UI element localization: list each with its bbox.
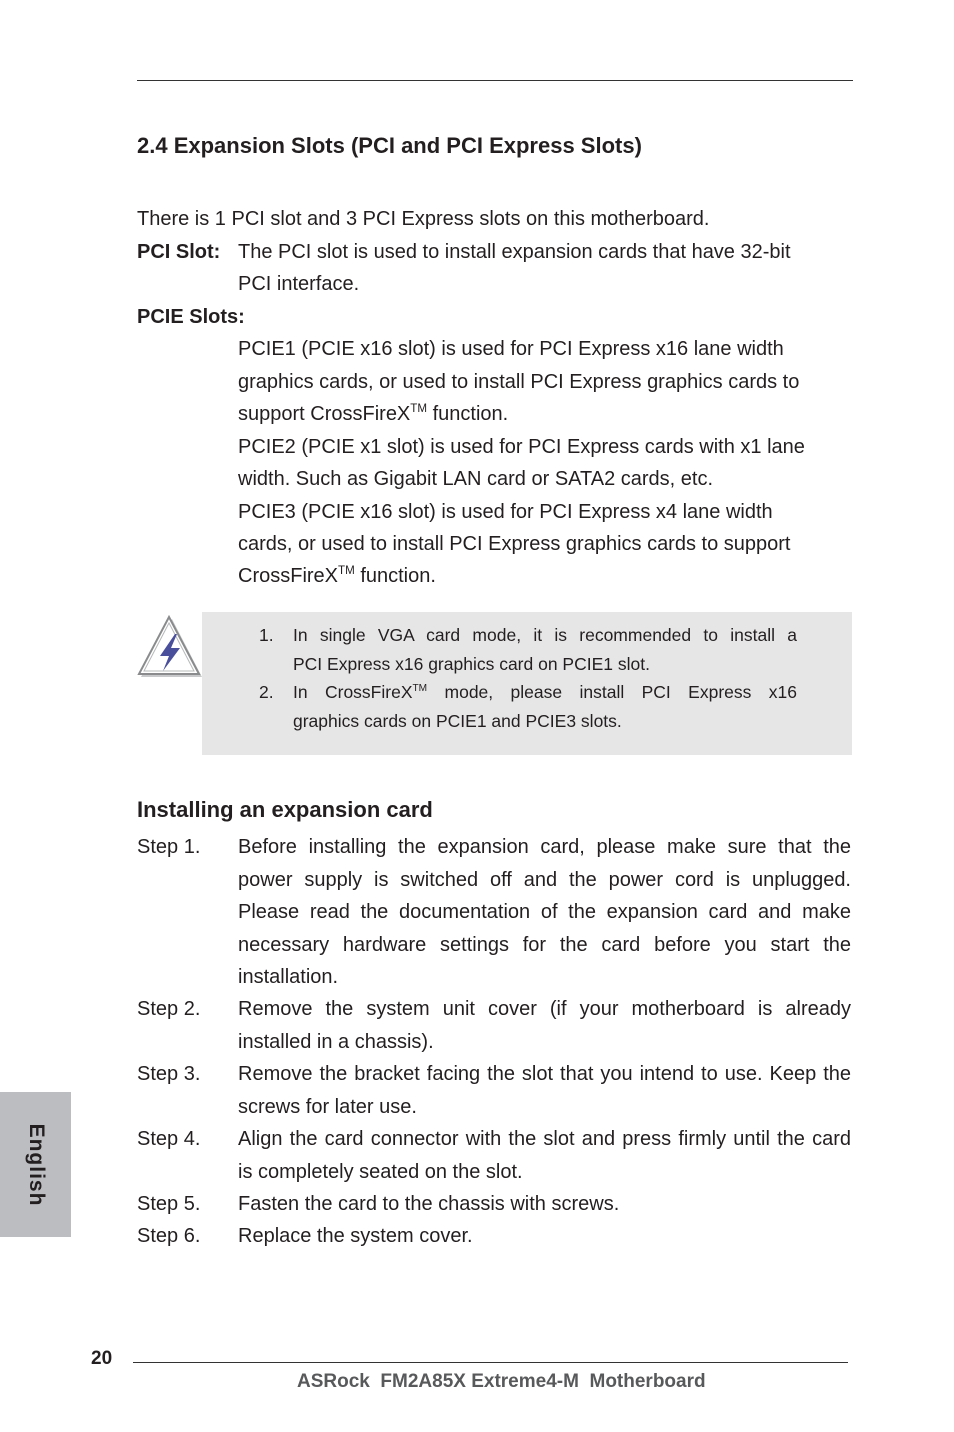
pcie3-line3: CrossFireX™ function. [238,563,436,587]
note-item-number: 1. [259,625,274,645]
footer-title: ASRock FM2A85X Extreme4-M Motherboard [297,1371,706,1392]
pcie-slots-label: PCIE Slots: [137,306,245,328]
step-label: Step 5. [137,1193,201,1215]
note-item-2-line1: In CrossFireX™ mode, please install PCI Express x16 [293,682,797,702]
warning-triangle-icon [136,615,204,681]
note-item-2 [259,678,797,736]
step-label: Step 1. [137,836,201,858]
pcie1-line1: PCIE1 (PCIE x16 slot) is used for PCI Express x16 lane width [238,338,784,360]
header-rule [137,80,853,81]
pcie2-line2: width. Such as Gigabit LAN card or SATA2 cards, etc. [238,468,714,490]
language-side-tab [0,1092,71,1237]
page-number: 20 [91,1348,113,1369]
section-heading: 2.4 Expansion Slots (PCI and PCI Express Slots) [137,133,642,158]
pcie3-line1: PCIE3 (PCIE x16 slot) is used for PCI Express x4 lane width [238,501,773,523]
intro-text: There is 1 PCI slot and 3 PCI Express slots on this motherboard. [137,208,710,230]
note-item-number: 2. [259,682,274,702]
footer-rule [133,1362,848,1363]
step-text: Align the card connector with the slot and press firmly until the card is completely seated on the slot. [238,1128,851,1183]
trademark-mark: TM [412,682,428,694]
step-label: Step 3. [137,1063,201,1085]
pcie3-line2: cards, or used to install PCI Express graphics cards to support [238,533,791,555]
note-item-1-line2: PCI Express x16 graphics card on PCIE1 slot. [293,654,650,674]
trademark-mark: TM [338,563,355,577]
note-item-1 [259,621,797,679]
pci-slot-text-line2: PCI interface. [238,273,360,295]
step-text: Remove the system unit cover (if your motherboard is already installed in a chassis). [238,998,851,1053]
pci-slot-text-line1: The PCI slot is used to install expansion cards that have 32-bit [238,241,791,263]
step-label: Step 2. [137,998,201,1020]
step-text: Before installing the expansion card, please make sure that the power supply is switched off and the power cord is unplugged. Please read the documentation of the expansion card and make necessary hardware settings for the card before you start the installation. [238,836,851,988]
step-text: Replace the system cover. [238,1225,473,1247]
step-text: Fasten the card to the chassis with screws. [238,1193,620,1215]
pcie2-line1: PCIE2 (PCIE x1 slot) is used for PCI Express cards with x1 lane [238,436,805,458]
step-text: Remove the bracket facing the slot that you intend to use. Keep the screws for later use. [238,1063,851,1118]
pci-slot-label: PCI Slot: [137,241,221,263]
install-heading: Installing an expansion card [137,797,433,822]
trademark-mark: TM [410,401,428,415]
note-item-2-line2: graphics cards on PCIE1 and PCIE3 slots. [293,711,622,731]
language-label: English [24,1123,48,1206]
step-label: Step 6. [137,1225,201,1247]
note-item-1-line1: In single VGA card mode, it is recommended to install a [293,625,797,645]
pcie1-line2: graphics cards, or used to install PCI Express graphics cards to [238,371,800,393]
step-label: Step 4. [137,1128,201,1150]
pcie1-line3: support CrossFireX™ function. [238,401,509,425]
